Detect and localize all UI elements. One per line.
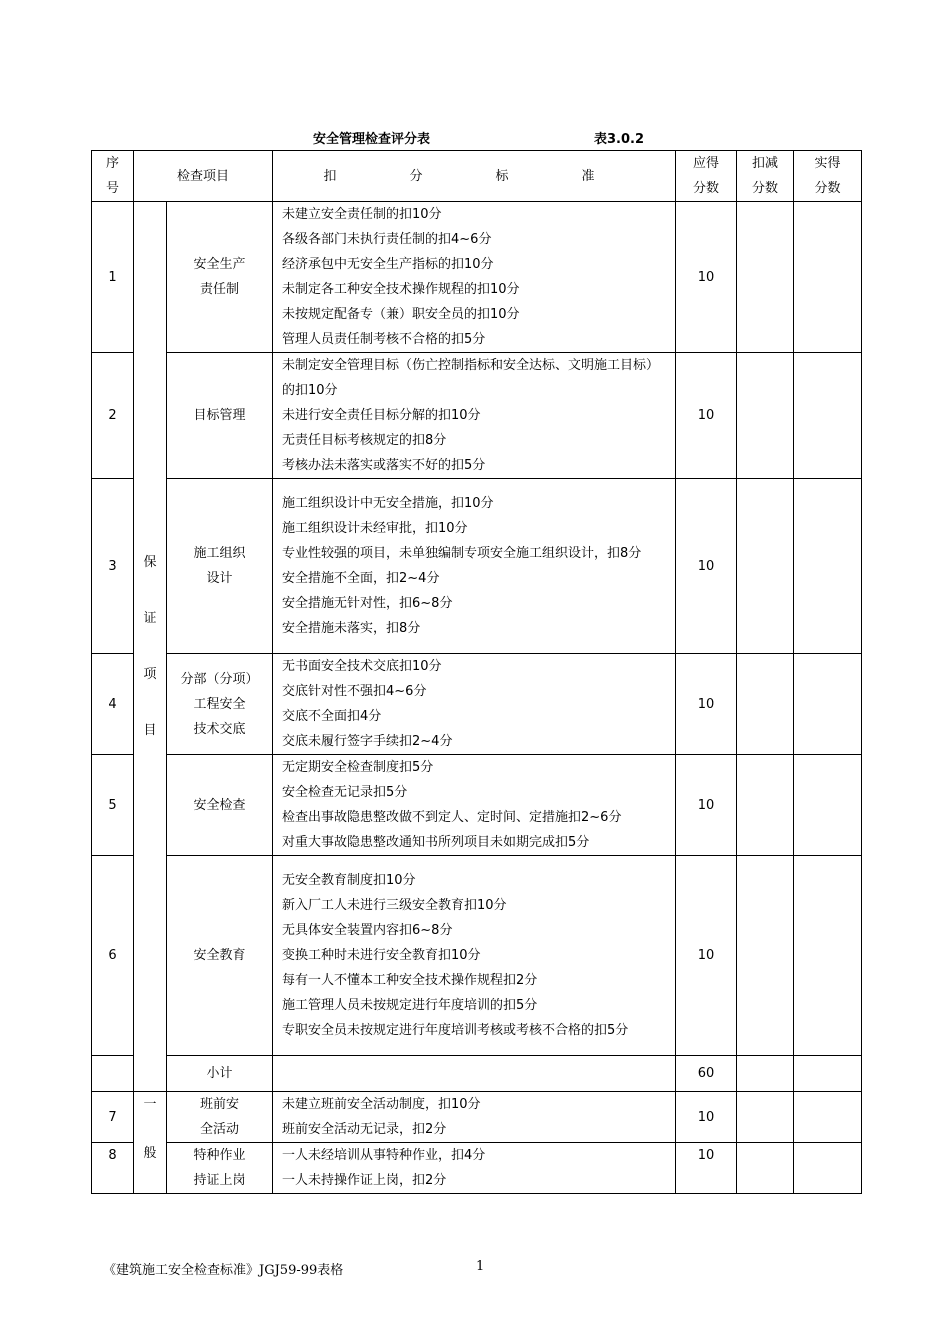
should-score-cell: 10: [676, 479, 737, 654]
standard-cell: [273, 1056, 676, 1092]
table-row: [92, 202, 862, 353]
subtotal-score: 60: [676, 1056, 737, 1092]
deduct-score-cell[interactable]: [737, 353, 794, 479]
standard-cell: 未制定安全管理目标（伤亡控制指标和安全达标、文明施工目标）的扣10分 未进行安全责任目标分解的扣10分 无责任目标考核规定的扣8分 考核办法未落实或落实不好的扣5分: [273, 353, 676, 479]
table-row: [92, 479, 862, 654]
seq-cell: 6: [92, 856, 134, 1056]
group-guarantee: 保 证 项 目: [134, 202, 167, 1092]
score-table: [91, 150, 862, 1194]
item-header: 检查项目: [134, 151, 273, 202]
header-row: [92, 151, 862, 202]
table-row: [92, 755, 862, 856]
seq-header: 序 号: [92, 151, 134, 202]
should-score-cell: 10: [676, 755, 737, 856]
actual-score-cell[interactable]: [794, 479, 862, 654]
item-cell: 安全检查: [167, 755, 273, 856]
subtotal-label: 小计: [167, 1056, 273, 1092]
standard-cell: 无安全教育制度扣10分 新入厂工人未进行三级安全教育扣10分 无具体安全装置内容扣6~8分 变换工种时未进行安全教育扣10分 每有一人不懂本工种安全技术操作规程扣2分 施工管理人员未按规定进行年度培训的扣5分 专职安全员未按规定进行年度培训考核或考核不合格的扣5分: [273, 856, 676, 1056]
deduct-score-header: 扣减 分数: [737, 151, 794, 202]
standard-cell: 无书面安全技术交底扣10分 交底针对性不强扣4~6分 交底不全面扣4分 交底未履行签字手续扣2~4分: [273, 654, 676, 755]
deduct-score-cell[interactable]: [737, 479, 794, 654]
deduct-score-cell[interactable]: [737, 1143, 794, 1194]
seq-cell: 7: [92, 1092, 134, 1143]
deduct-score-cell[interactable]: [737, 1092, 794, 1143]
standard-header: 扣 分 标 准: [273, 151, 676, 202]
actual-score-cell[interactable]: [794, 1092, 862, 1143]
item-cell: 班前安 全活动: [167, 1092, 273, 1143]
standard-cell: 一人未经培训从事特种作业，扣4分 一人未持操作证上岗，扣2分: [273, 1143, 676, 1194]
should-score-cell: 10: [676, 1143, 737, 1194]
actual-score-header: 实得 分数: [794, 151, 862, 202]
table-row: [92, 1143, 862, 1194]
deduct-score-cell[interactable]: [737, 755, 794, 856]
should-score-cell: 10: [676, 353, 737, 479]
table-row: [92, 856, 862, 1056]
table-row: [92, 654, 862, 755]
item-cell: 分部（分项） 工程安全 技术交底: [167, 654, 273, 755]
table-number: 表3.0.2: [594, 132, 645, 147]
item-cell: 特种作业 持证上岗: [167, 1143, 273, 1194]
actual-score-cell[interactable]: [794, 1143, 862, 1194]
standard-cell: 无定期安全检查制度扣5分 安全检查无记录扣5分 检查出事故隐患整改做不到定人、定时间、定措施扣2~6分 对重大事故隐患整改通知书所列项目未如期完成扣5分: [273, 755, 676, 856]
actual-score-cell[interactable]: [794, 755, 862, 856]
should-score-cell: 10: [676, 202, 737, 353]
should-score-cell: 10: [676, 856, 737, 1056]
seq-cell: 1: [92, 202, 134, 353]
deduct-score-cell[interactable]: [737, 202, 794, 353]
should-score-cell: 10: [676, 654, 737, 755]
group-general: 一 般: [134, 1092, 167, 1194]
should-score-header: 应得 分数: [676, 151, 737, 202]
seq-cell: 4: [92, 654, 134, 755]
item-cell: 安全教育: [167, 856, 273, 1056]
standard-cell: 未建立班前安全活动制度，扣10分 班前安全活动无记录，扣2分: [273, 1092, 676, 1143]
actual-score-cell[interactable]: [794, 1056, 862, 1092]
page-number: 1: [476, 1259, 485, 1274]
table-row: [92, 1092, 862, 1143]
should-score-cell: 10: [676, 1092, 737, 1143]
standard-cell: 施工组织设计中无安全措施，扣10分 施工组织设计未经审批，扣10分 专业性较强的项目，未单独编制专项安全施工组织设计，扣8分 安全措施不全面，扣2~4分 安全措施无针对性，扣6~8分 安全措施未落实，扣8分: [273, 479, 676, 654]
actual-score-cell[interactable]: [794, 202, 862, 353]
item-cell: 安全生产 责任制: [167, 202, 273, 353]
footer-source: 《建筑施工安全检查标准》JGJ59-99表格: [103, 1263, 344, 1278]
deduct-score-cell[interactable]: [737, 856, 794, 1056]
seq-cell: 5: [92, 755, 134, 856]
title-row: [0, 128, 950, 146]
seq-cell: 3: [92, 479, 134, 654]
actual-score-cell[interactable]: [794, 654, 862, 755]
actual-score-cell[interactable]: [794, 353, 862, 479]
standard-cell: 未建立安全责任制的扣10分 各级各部门未执行责任制的扣4~6分 经济承包中无安全生产指标的扣10分 未制定各工种安全技术操作规程的扣10分 未按规定配备专（兼）职安全员的扣10分 管理人员责任制考核不合格的扣5分: [273, 202, 676, 353]
deduct-score-cell[interactable]: [737, 1056, 794, 1092]
seq-cell: 2: [92, 353, 134, 479]
item-cell: 施工组织 设计: [167, 479, 273, 654]
subtotal-row: [92, 1056, 862, 1092]
deduct-score-cell[interactable]: [737, 654, 794, 755]
seq-cell: [92, 1056, 134, 1092]
actual-score-cell[interactable]: [794, 856, 862, 1056]
seq-cell: 8: [92, 1143, 134, 1194]
table-title: 安全管理检查评分表: [313, 132, 431, 147]
item-cell: 目标管理: [167, 353, 273, 479]
table-row: [92, 353, 862, 479]
